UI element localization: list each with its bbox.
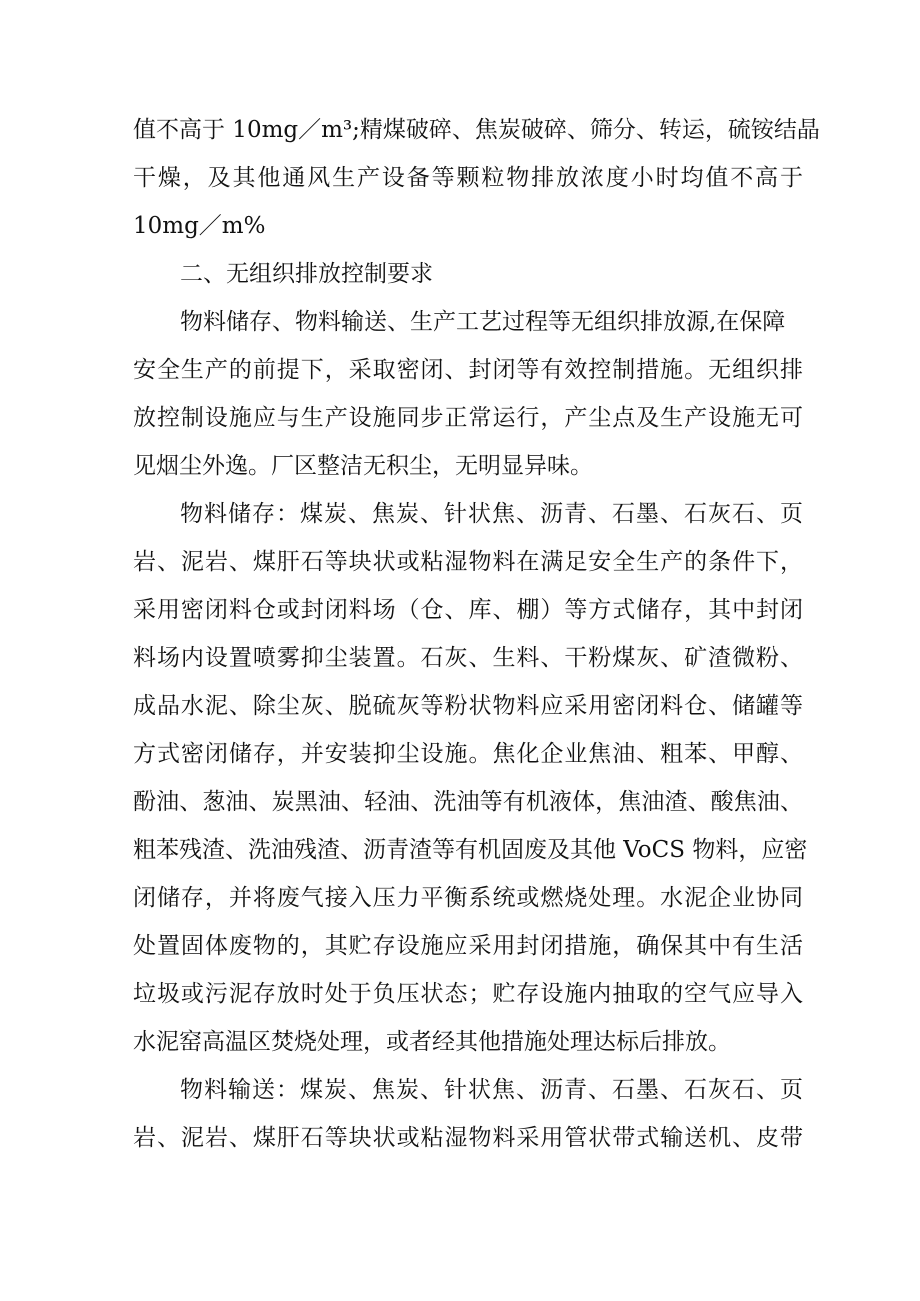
- text-line: 物料输送：煤炭、焦炭、针状焦、沥青、石墨、石灰石、页: [180, 1077, 803, 1103]
- text-line: 方式密闭储存，并安装抑尘设施。焦化企业焦油、粗苯、甲醇、: [133, 741, 803, 767]
- text-line: 成品水泥、除尘灰、脱硫灰等粉状物料应采用密闭料仓、储罐等: [133, 693, 803, 719]
- text-line: 见烟尘外逸。厂区整洁无积尘，无明显异味。: [133, 453, 593, 479]
- text-line: 物料储存：煤炭、焦炭、针状焦、沥青、石墨、石灰石、页: [180, 501, 803, 527]
- text-line: 物料储存、物料输送、生产工艺过程等无组织排放源,在保障: [180, 309, 786, 335]
- text-line: 放控制设施应与生产设施同步正常运行，产尘点及生产设施无可: [133, 405, 803, 431]
- text-line: 干燥，及其他通风生产设备等颗粒物排放浓度小时均值不高于: [133, 165, 803, 191]
- text-line: 水泥窑高温区焚烧处理，或者经其他措施处理达标后排放。: [133, 1029, 731, 1055]
- text-line: 安全生产的前提下，采取密闭、封闭等有效控制措施。无组织排: [133, 357, 803, 383]
- text-line: 岩、泥岩、煤肝石等块状或粘湿物料采用管状带式输送机、皮带: [133, 1125, 803, 1151]
- text-line: 酚油、葱油、炭黑油、轻油、洗油等有机液体，焦油渣、酸焦油、: [133, 789, 803, 815]
- text-line: 闭储存，并将废气接入压力平衡系统或燃烧处理。水泥企业协同: [133, 885, 803, 911]
- text-line: 垃圾或污泥存放时处于负压状态；贮存设施内抽取的空气应导入: [133, 981, 803, 1007]
- text-line: 料场内设置喷雾抑尘装置。石灰、生料、干粉煤灰、矿渣微粉、: [133, 645, 803, 671]
- text-line: 粗苯残渣、洗油残渣、沥青渣等有机固废及其他 VoCS 物料，应密: [133, 837, 808, 863]
- text-line: 岩、泥岩、煤肝石等块状或粘湿物料在满足安全生产的条件下，: [133, 549, 803, 575]
- section-heading: 二、无组织排放控制要求: [180, 261, 433, 287]
- text-line: 值不高于 10mg／m³;精煤破碎、焦炭破碎、筛分、转运，硫铵结晶: [133, 117, 820, 143]
- text-line: 10mg／m%: [133, 213, 266, 239]
- text-line: 采用密闭料仓或封闭料场（仓、库、棚）等方式储存，其中封闭: [133, 597, 803, 623]
- text-line: 处置固体废物的，其贮存设施应采用封闭措施，确保其中有生活: [133, 933, 803, 959]
